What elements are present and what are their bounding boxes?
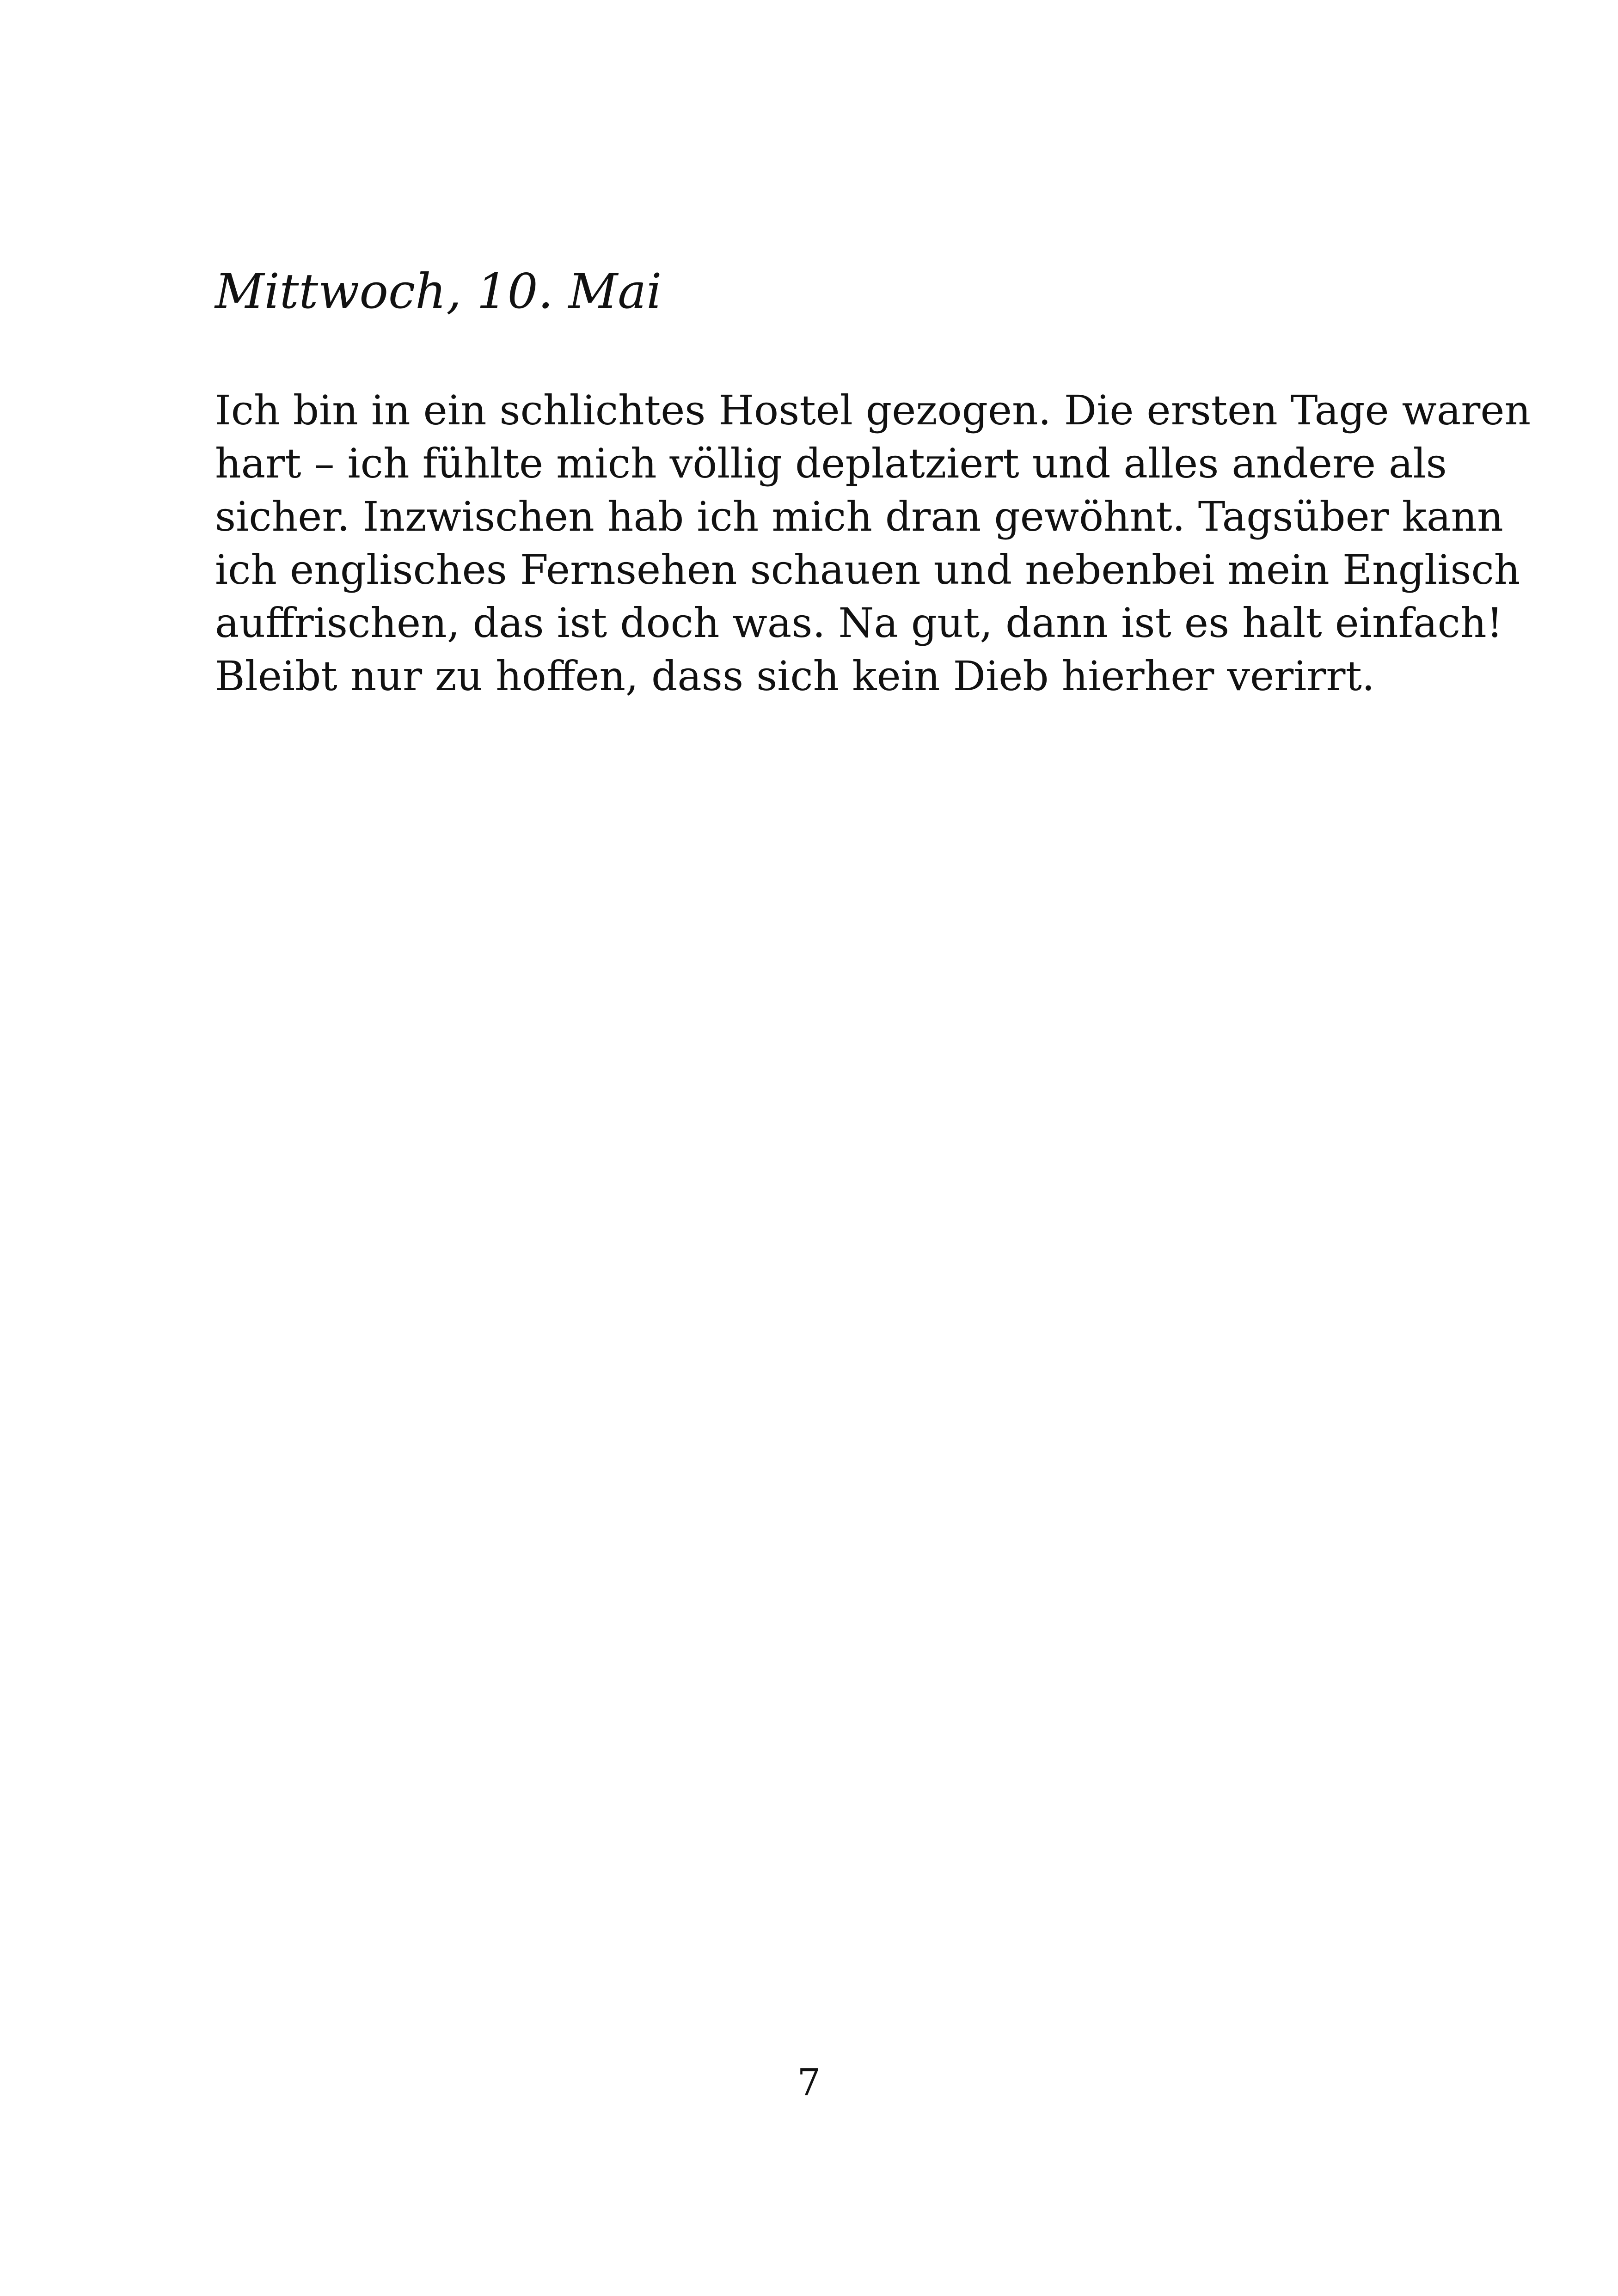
body-line: sicher. Inzwischen hab ich mich dran gewöhnt. Tagsüber kann — [215, 493, 1503, 540]
entry-body — [215, 384, 1531, 703]
body-line: Bleibt nur zu hoffen, dass sich kein Dieb hierher verirrt. — [215, 652, 1375, 700]
body-line: Ich bin in ein schlichtes Hostel gezogen. Die ersten Tage waren — [215, 386, 1531, 434]
body-line: ich englisches Fernsehen schauen und nebenbei mein Englisch — [215, 546, 1520, 594]
page-number: 7 — [797, 2061, 821, 2104]
body-line: hart – ich fühlte mich völlig deplatziert und alles andere als — [215, 440, 1447, 487]
entry-date-heading: Mittwoch, 10. Mai — [215, 263, 662, 319]
body-line: auffrischen, das ist doch was. Na gut, dann ist es halt einfach! — [215, 599, 1503, 647]
